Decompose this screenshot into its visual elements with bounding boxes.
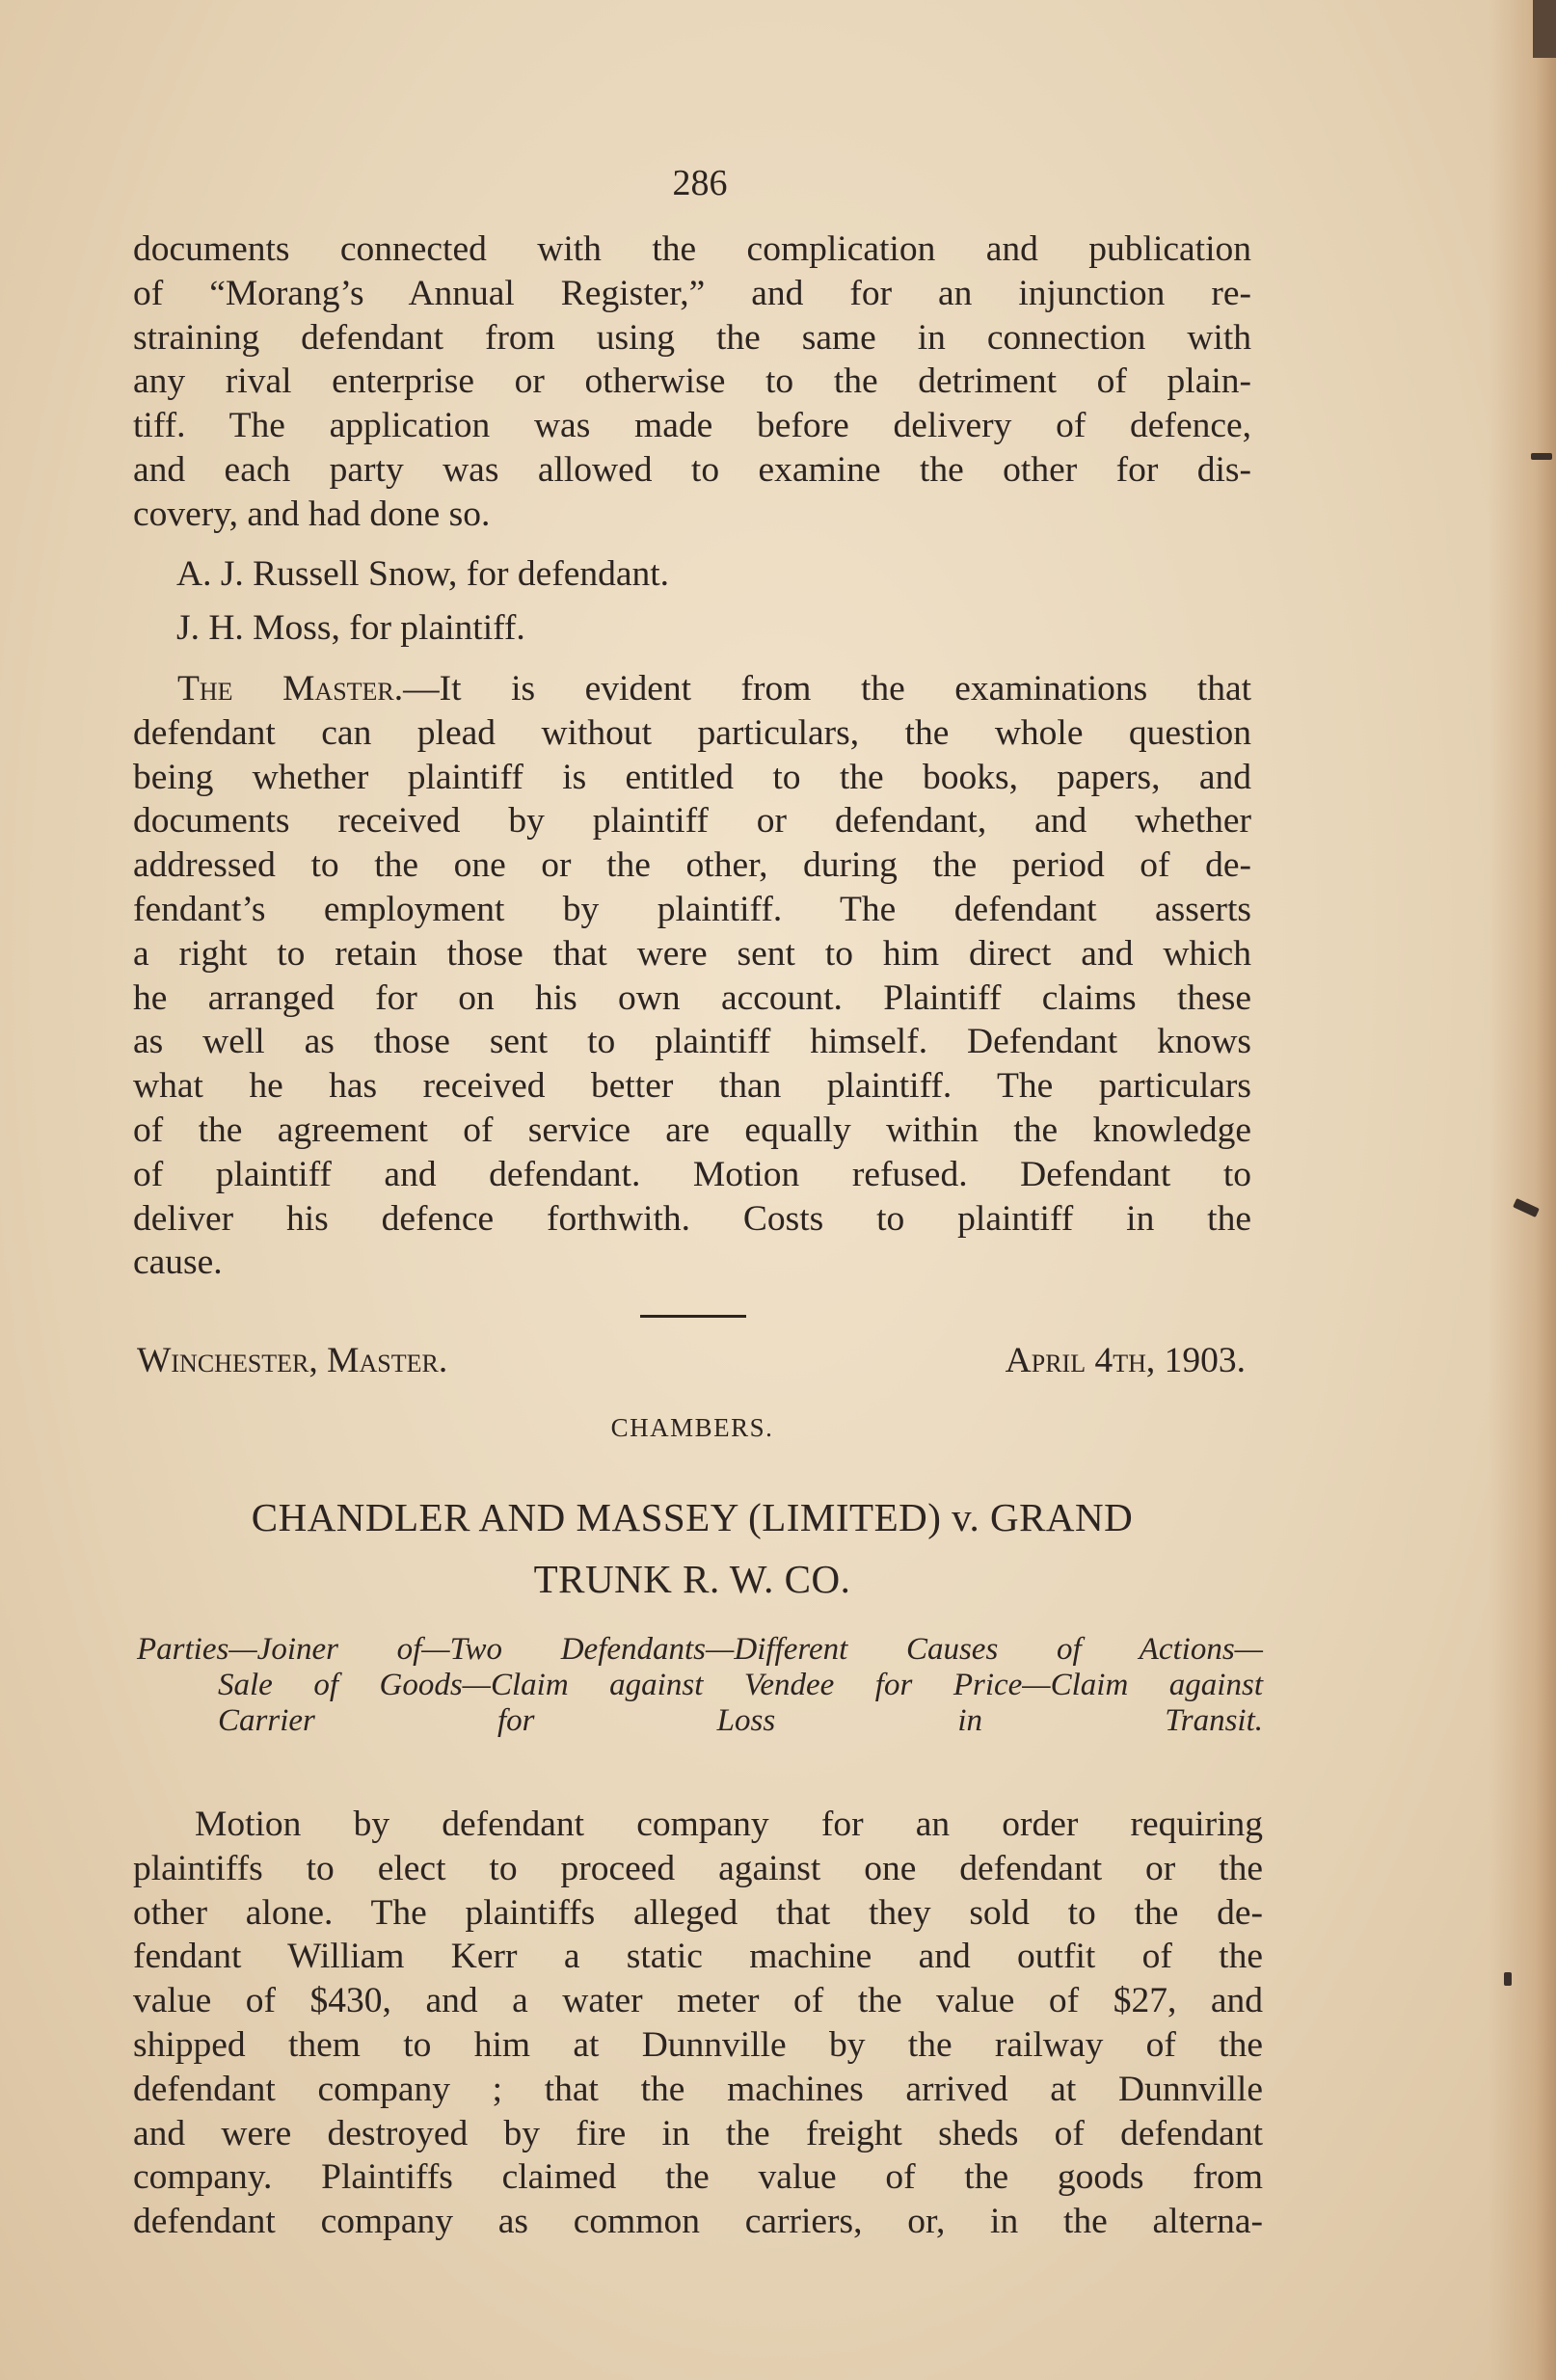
- judge-name: Winchester, Master.: [137, 1341, 448, 1380]
- text-line: covery, and had done so.: [133, 494, 491, 534]
- case-title-line: CHANDLER AND MASSEY (LIMITED) v. GRAND: [251, 1495, 1134, 1539]
- text-line: and each party was allowed to examine the other for dis-: [133, 449, 1251, 490]
- text-line: any rival enterprise or otherwise to the detriment of plain-: [133, 361, 1251, 402]
- text-line: shipped them to him at Dunnville by the railway of the: [133, 2024, 1263, 2065]
- case-title-line: TRUNK R. W. CO.: [533, 1557, 851, 1601]
- headnote-line: Carrier for Loss in Transit.: [218, 1703, 1263, 1738]
- text-line: tiff. The application was made before delivery of defence,: [133, 406, 1251, 446]
- text-line: cause.: [133, 1243, 223, 1283]
- text-line: defendant company ; that the machines arrived at Dunnville: [133, 2069, 1263, 2109]
- master-label: The Master.: [177, 669, 404, 709]
- section-divider: [640, 1315, 746, 1318]
- text-line: company. Plaintiffs claimed the value of the goods from: [133, 2157, 1263, 2198]
- text-line: of “Morang’s Annual Register,” and for an injunction re-: [133, 273, 1251, 313]
- counsel-plaintiff: J. H. Moss, for plaintiff.: [176, 608, 525, 648]
- text-line: what he has received better than plaintiff. The particulars: [133, 1066, 1251, 1107]
- text-line: fendant William Kerr a static machine and outfit of the: [133, 1937, 1263, 1977]
- judgment-date: April 4th, 1903.: [1005, 1341, 1246, 1380]
- text-line: Motion by defendant company for an order requiring: [195, 1805, 1263, 1844]
- paragraph-1: [133, 227, 1251, 537]
- text-line: defendant company as common carriers, or, in the alterna-: [133, 2202, 1263, 2242]
- page-number: 286: [672, 163, 728, 203]
- text-line: deliver his defence forthwith. Costs to plaintiff in the: [133, 1198, 1251, 1239]
- text-line: plaintiffs to elect to proceed against one defendant or the: [133, 1848, 1263, 1888]
- text-line: defendant can plead without particulars, the whole question: [133, 712, 1251, 753]
- page-corner-dark: [1533, 0, 1556, 58]
- text-line: other alone. The plaintiffs alleged that they sold to the de-: [133, 1892, 1263, 1933]
- headnote-line: Sale of Goods—Claim against Vendee for Price—Claim against: [218, 1668, 1263, 1702]
- counsel-defendant: A. J. Russell Snow, for defendant.: [176, 554, 670, 594]
- text-line: being whether plaintiff is entitled to the books, papers, and: [133, 757, 1251, 797]
- page-edge-shadow: [1489, 0, 1556, 2380]
- court-name: CHAMBERS.: [610, 1413, 774, 1442]
- margin-mark: [1504, 1972, 1512, 1986]
- text-line: and were destroyed by fire in the freight sheds of defendant: [133, 2113, 1263, 2153]
- text-line: fendant’s employment by plaintiff. The defendant asserts: [133, 889, 1251, 929]
- headnote: [137, 1632, 1263, 1739]
- text-line: documents received by plaintiff or defendant, and whether: [133, 801, 1251, 842]
- headnote-line: Parties—Joiner of—Two Defendants—Different Causes of Actions—: [137, 1632, 1263, 1667]
- paragraph-3: [133, 1803, 1263, 2244]
- text-line: a right to retain those that were sent to him direct and which: [133, 933, 1251, 974]
- text-line: straining defendant from using the same in connection with: [133, 317, 1251, 358]
- text-line: as well as those sent to plaintiff himself. Defendant knows: [133, 1022, 1251, 1062]
- text-line: value of $430, and a water meter of the value of $27, and: [133, 1981, 1263, 2021]
- text-line: [133, 667, 1251, 711]
- text-line: he arranged for on his own account. Plaintiff claims these: [133, 977, 1251, 1018]
- margin-mark: [1531, 453, 1552, 460]
- text-line: of the agreement of service are equally within the knowledge: [133, 1110, 1251, 1150]
- paragraph-2: [133, 667, 1251, 1285]
- text-line: of plaintiff and defendant. Motion refused. Defendant to: [133, 1154, 1251, 1194]
- text-line: documents connected with the complication and publication: [133, 229, 1251, 269]
- text-line: addressed to the one or the other, during the period of de-: [133, 845, 1251, 886]
- text-line-rest: —It is evident from the examinations that: [403, 669, 1252, 709]
